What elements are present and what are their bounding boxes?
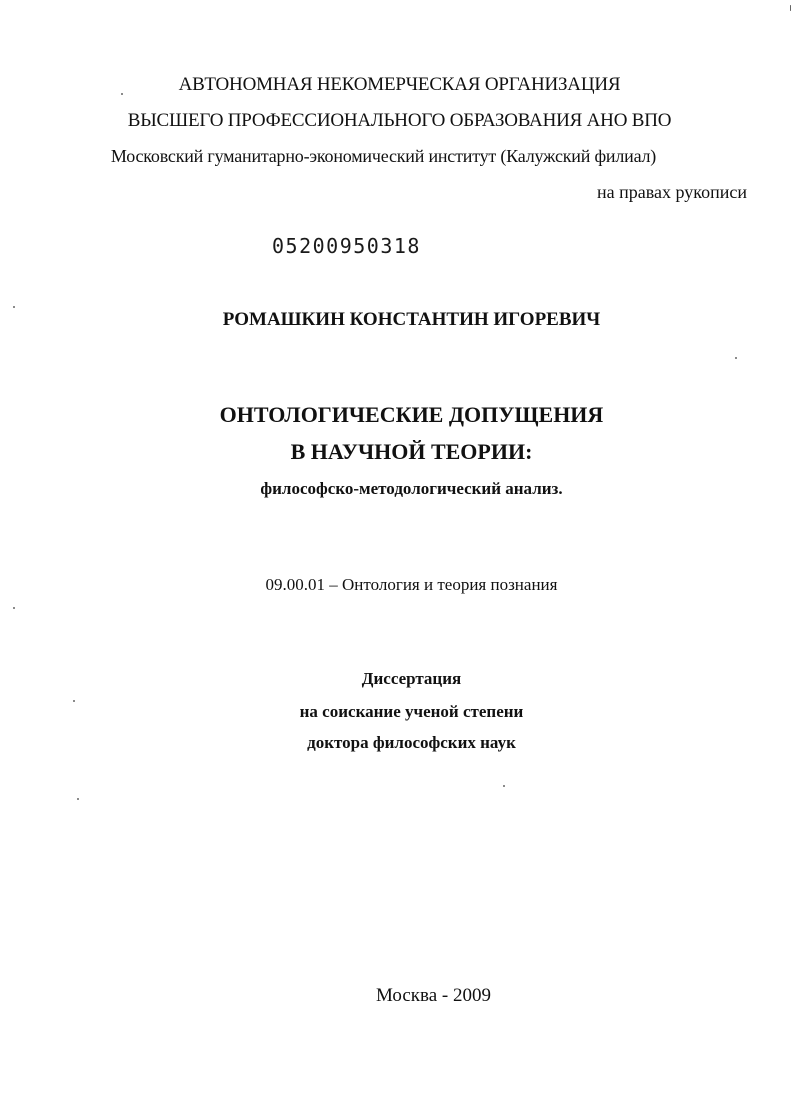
- org-line-1: АВТОНОМНАЯ НЕКОМЕРЧЕСКАЯ ОРГАНИЗАЦИЯ: [178, 74, 621, 95]
- institute-line: Московский гуманитарно-экономический институт (Калужский филиал): [110, 146, 657, 166]
- catalog-code: 05200950318: [272, 234, 421, 258]
- scan-speck: [13, 306, 15, 308]
- specialty-code: 09.00.01 – Онтология и теория познания: [265, 575, 558, 594]
- scan-speck: [13, 607, 15, 609]
- author-name: РОМАШКИН КОНСТАНТИН ИГОРЕВИЧ: [222, 309, 601, 330]
- dissertation-line-3: доктора философских наук: [307, 733, 516, 752]
- manuscript-note: на правах рукописи: [597, 182, 747, 202]
- scan-speck: [790, 5, 791, 11]
- scan-speck: [77, 798, 79, 800]
- org-line-2: ВЫСШЕГО ПРОФЕССИОНАЛЬНОГО ОБРАЗОВАНИЯ АНО ВПО: [127, 110, 672, 131]
- title-subtitle: философско-методологический анализ.: [260, 479, 563, 498]
- scan-speck: [73, 700, 75, 702]
- scan-speck: [121, 93, 123, 95]
- title-line-1: ОНТОЛОГИЧЕСКИЕ ДОПУЩЕНИЯ: [219, 402, 604, 427]
- scan-speck: [735, 357, 737, 359]
- title-line-2: В НАУЧНОЙ ТЕОРИИ:: [290, 439, 533, 464]
- scan-speck: [503, 785, 505, 787]
- dissertation-line-1: Диссертация: [361, 669, 462, 688]
- city-year: Москва - 2009: [375, 985, 492, 1006]
- dissertation-line-2: на соискание ученой степени: [299, 702, 524, 721]
